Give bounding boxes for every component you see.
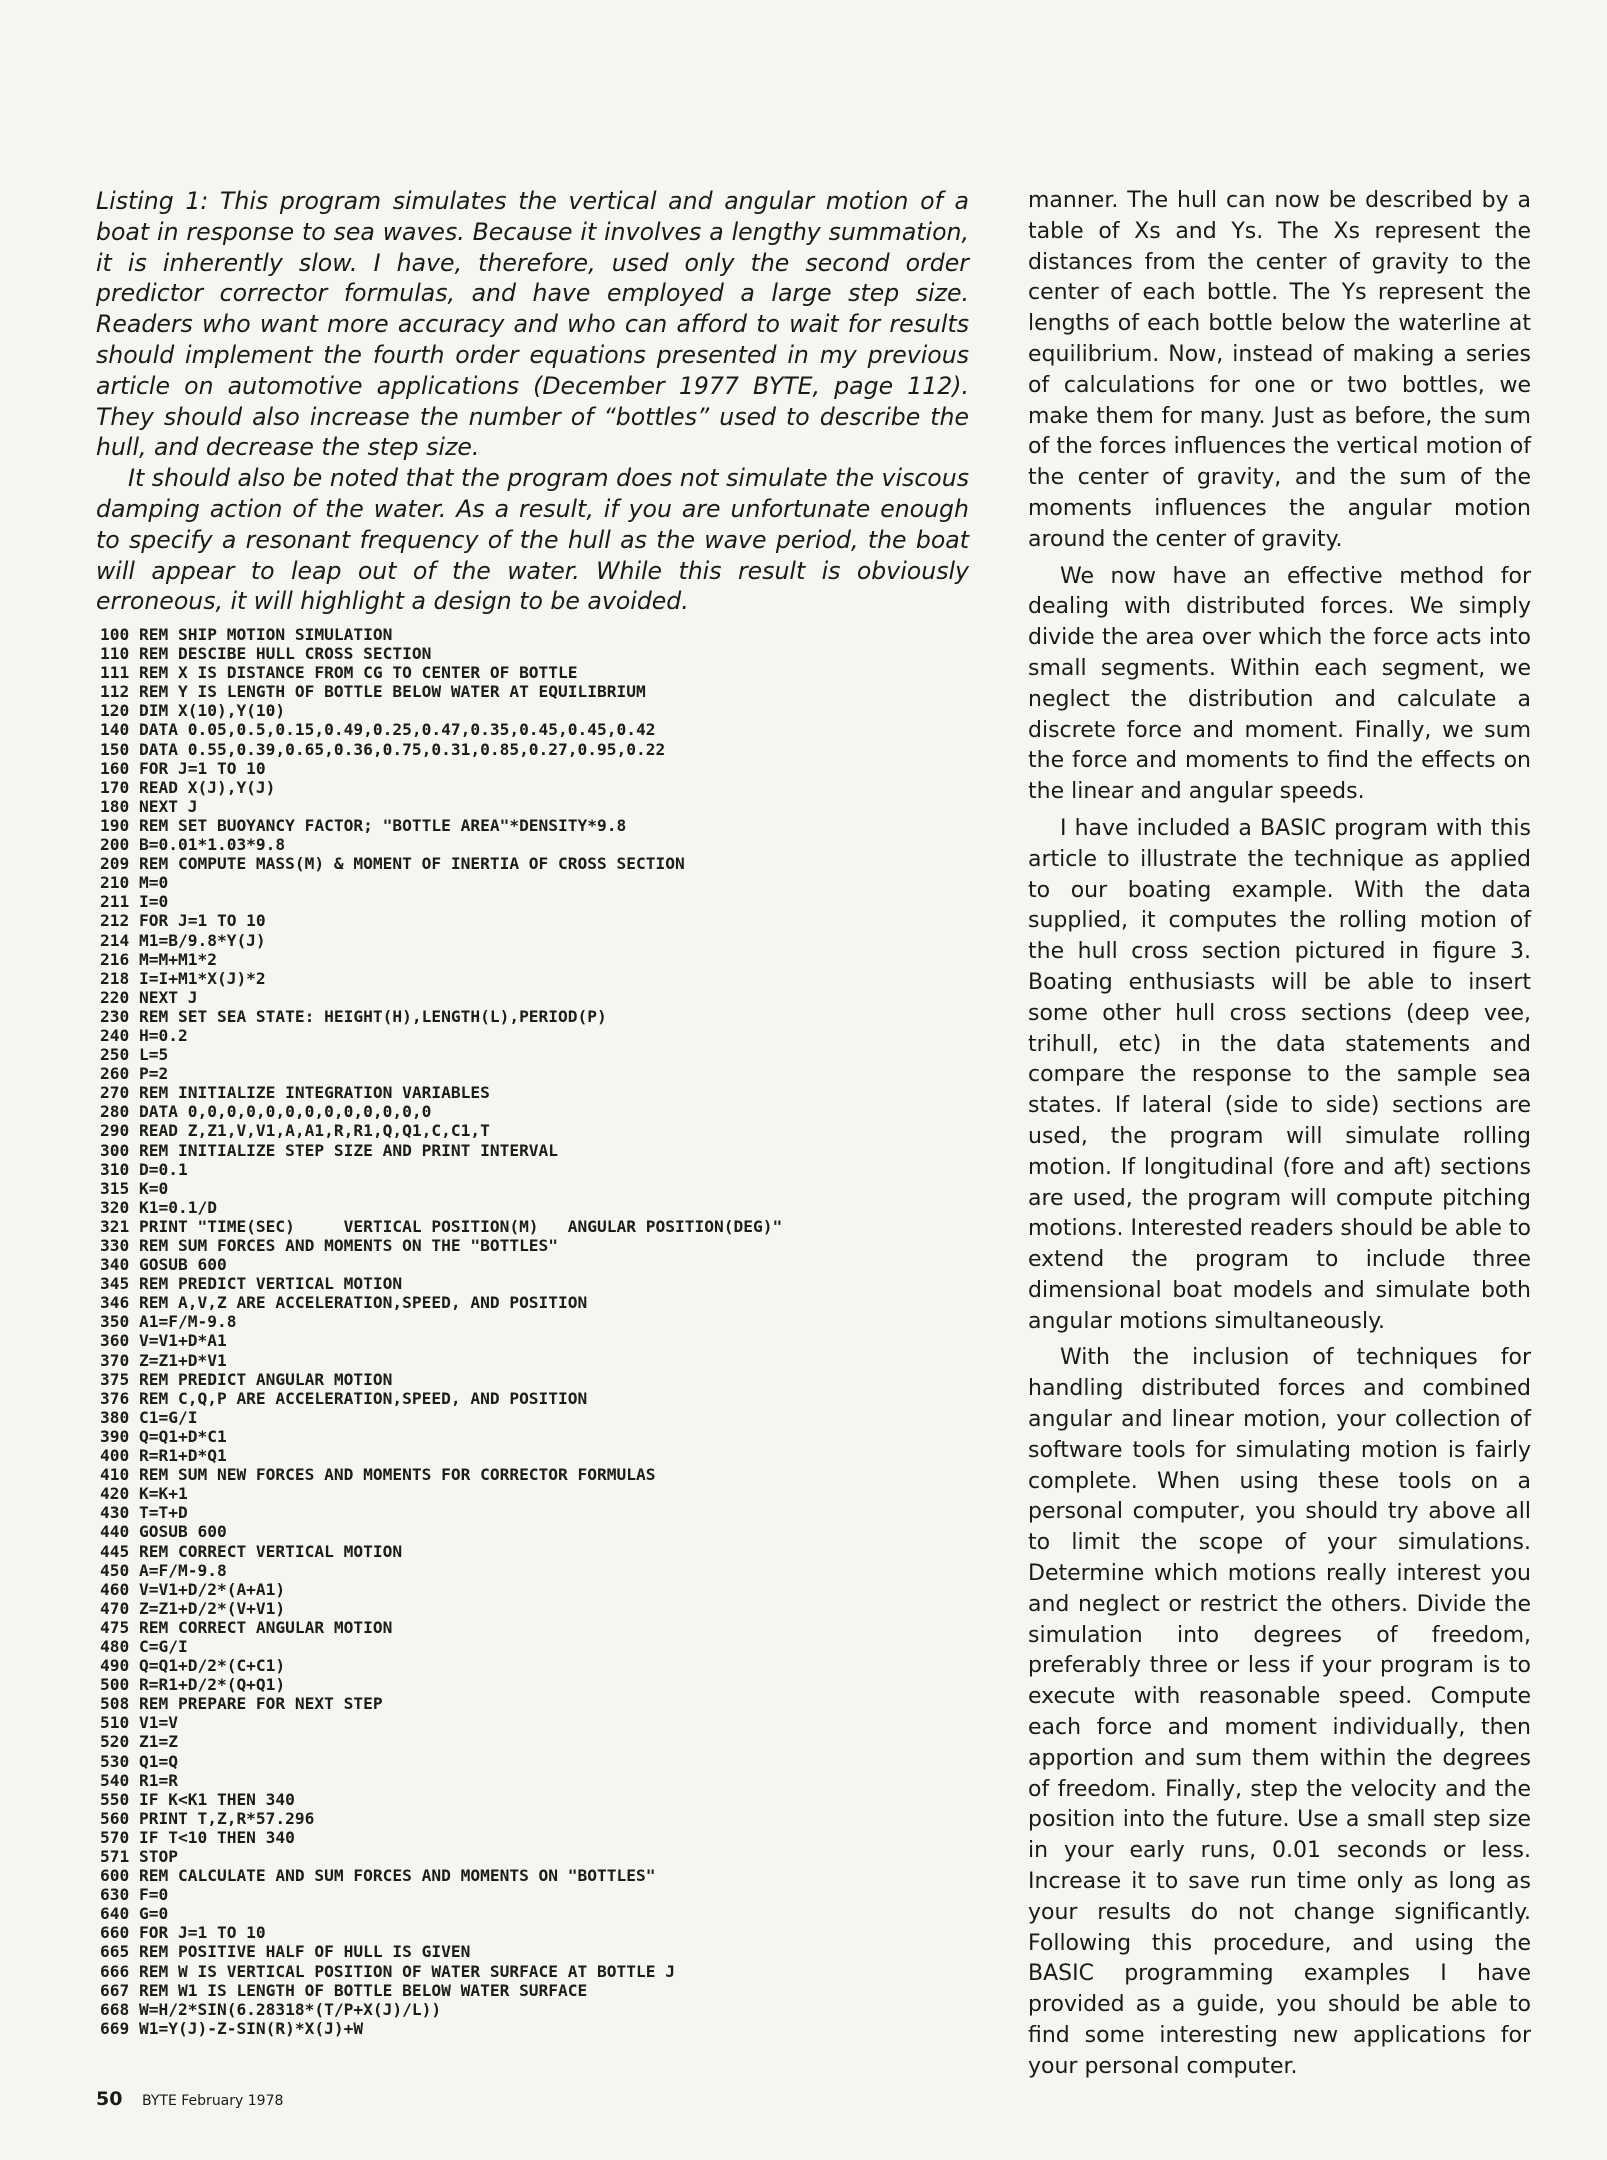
code-line: 180 NEXT J [100,796,198,816]
code-line: 330 REM SUM FORCES AND MOMENTS ON THE "BOTTLES" [100,1236,559,1255]
body-paragraph-4: With the inclusion of techniques for handling distributed forces and combined angular and linear motion, your collection of software tools for simulating motion is fairly complete. When using these tools on a personal computer, you should try above all to limit the scope of your simulations. Determine which motions really interest you and neglect or restrict the others. Divide the simulation into degrees of freedom, preferably three or less if your program is to execute with reasonable speed. Compute each force and moment individually, then apportion and sum them within the degrees of freedom. Finally, step the velocity and the position into the future. Use a small step size in your early runs, 0.01 seconds or less. Increase it to save run time only as long as your results do not change significantly. Following this procedure, and using the BASIC programming examples I have provided as a guide, you should be able to find some interesting new applications for your personal computer. [1028,1345,1531,2079]
code-line: 360 V=V1+D*A1 [100,1331,227,1351]
code-line: 346 REM A,V,Z ARE ACCELERATION,SPEED, AND POSITION [100,1293,588,1313]
code-line: 666 REM W IS VERTICAL POSITION OF WATER SURFACE AT BOTTLE J [100,1961,675,1981]
code-line: 216 M=M+M1*2 [100,949,217,969]
code-line: 280 DATA 0,0,0,0,0,0,0,0,0,0,0,0,0 [100,1102,432,1122]
code-line: 669 W1=Y(J)-Z-SIN(R)*X(J)+W [100,2018,364,2038]
code-line: 440 GOSUB 600 [100,1522,227,1542]
code-line: 310 D=0.1 [100,1159,188,1179]
basic-program-listing [100,625,980,2038]
code-line: 120 DIM X(10),Y(10) [100,701,286,721]
code-line: 210 M=0 [100,873,169,893]
caption-paragraph-1: Listing 1: This program simulates the vertical and angular motion of a boat in response to sea waves. Because it involves a lengthy summation, it is inherently slow. I have, therefore, used only the second order predictor corrector formulas, and have employed a large step size. Readers who want more accuracy and who can afford to wait for results should implement the fourth order equations presented in my previous article on automotive applications (December 1977 BYTE, page 112). They should also increase the number of “bottles” used to describe the hull, and decrease the step size. [96,187,969,462]
code-line: 667 REM W1 IS LENGTH OF BOTTLE BELOW WATER SURFACE [100,1980,588,2000]
code-line: 540 R1=R [100,1770,178,1790]
code-line: 450 A=F/M-9.8 [100,1560,227,1580]
code-line: 420 K=K+1 [100,1484,188,1504]
code-line: 240 H=0.2 [100,1025,188,1045]
body-paragraph-1: manner. The hull can now be described by a table of Xs and Ys. The Xs represent the distances from the center of gravity to the center of each bottle. The Ys represent the lengths of each bottle below the waterline at equilibrium. Now, instead of making a series of calculations for one or two bottles, we make them for many. Just as before, the sum of the forces influences the vertical motion of the center of gravity, and the sum of the moments influences the angular motion around the center of gravity. [1028,188,1531,552]
code-line: 315 K=0 [100,1178,169,1198]
code-line: 380 C1=G/I [100,1407,198,1427]
code-line: 150 DATA 0.55,0.39,0.65,0.36,0.75,0.31,0.85,0.27,0.95,0.22 [100,739,666,759]
code-line: 410 REM SUM NEW FORCES AND MOMENTS FOR CORRECTOR FORMULAS [100,1465,656,1485]
code-line: 290 READ Z,Z1,V,V1,A,A1,R,R1,Q,Q1,C,C1,T [100,1121,490,1141]
code-line: 375 REM PREDICT ANGULAR MOTION [100,1369,393,1389]
code-line: 218 I=I+M1*X(J)*2 [100,968,266,988]
code-line: 376 REM C,Q,P ARE ACCELERATION,SPEED, AND POSITION [100,1388,588,1408]
page-number: 50 [96,2088,123,2110]
code-line: 170 READ X(J),Y(J) [100,777,276,797]
code-line: 445 REM CORRECT VERTICAL MOTION [100,1541,403,1561]
code-line: 490 Q=Q1+D/2*(C+C1) [100,1656,286,1676]
code-line: 211 I=0 [100,892,169,912]
code-line: 260 P=2 [100,1064,169,1084]
code-line: 460 V=V1+D/2*(A+A1) [100,1579,286,1599]
code-line: 350 A1=F/M-9.8 [100,1312,237,1332]
code-line: 430 T=T+D [100,1503,188,1523]
code-line: 111 REM X IS DISTANCE FROM CG TO CENTER OF BOTTLE [100,663,578,683]
code-line: 100 REM SHIP MOTION SIMULATION [100,625,393,644]
code-line: 570 IF T<10 THEN 340 [100,1827,295,1847]
code-line: 640 G=0 [100,1904,169,1924]
code-line: 508 REM PREPARE FOR NEXT STEP [100,1694,383,1714]
code-line: 214 M1=B/9.8*Y(J) [100,930,266,950]
listing-caption [96,186,969,617]
body-paragraph-3: I have included a BASIC program with this article to illustrate the technique as applied to our boating example. With the data supplied, it computes the rolling motion of the hull cross section pictured in figure 3. Boating enthusiasts will be able to insert some other hull cross sections (deep vee, trihull, etc) in the data statements and compare the response to the sample sea states. If lateral (side to side) sections are used, the program will simulate rolling motion. If longitudinal (fore and aft) sections are used, the program will compute pitching motions. Interested readers should be able to extend the program to include three dimensional boat models and simulate both angular motions simultaneously. [1028,815,1531,1334]
code-line: 470 Z=Z1+D/2*(V+V1) [100,1598,286,1618]
code-line: 230 REM SET SEA STATE: HEIGHT(H),LENGTH(L),PERIOD(P) [100,1006,607,1026]
code-line: 550 IF K<K1 THEN 340 [100,1789,295,1809]
code-line: 200 B=0.01*1.03*9.8 [100,835,286,855]
code-line: 520 Z1=Z [100,1732,178,1752]
code-line: 160 FOR J=1 TO 10 [100,758,266,778]
running-title: BYTE February 1978 [142,2093,284,2109]
code-line: 209 REM COMPUTE MASS(M) & MOMENT OF INERTIA OF CROSS SECTION [100,854,685,874]
code-line: 510 V1=V [100,1713,178,1733]
code-line: 480 C=G/I [100,1636,188,1656]
code-line: 571 STOP [100,1847,178,1866]
code-line: 300 REM INITIALIZE STEP SIZE AND PRINT INTERVAL [100,1140,559,1160]
code-line: 500 R=R1+D/2*(Q+Q1) [100,1675,286,1695]
code-line: 320 K1=0.1/D [100,1197,217,1217]
code-line: 345 REM PREDICT VERTICAL MOTION [100,1274,403,1294]
code-line: 140 DATA 0.05,0.5,0.15,0.49,0.25,0.47,0.35,0.45,0.45,0.42 [100,720,656,740]
body-paragraph-2: We now have an effective method for dealing with distributed forces. We simply divide the area over which the force acts into small segments. Within each segment, we neglect the distribution and calculate a discrete force and moment. Finally, we sum the force and moments to find the effects on the linear and angular speeds. [1028,563,1531,805]
caption-paragraph-2: It should also be noted that the program does not simulate the viscous damping action of the water. As a result, if you are unfortunate enough to specify a resonant frequency of the hull as the wave period, the boat will appear to leap out of the water. While this result is obviously erroneous, it will highlight a design to be avoided. [96,464,969,616]
code-line: 370 Z=Z1+D*V1 [100,1350,227,1370]
code-line: 668 W=H/2*SIN(6.28318*(T/P+X(J)/L)) [100,1999,442,2019]
code-line: 665 REM POSITIVE HALF OF HULL IS GIVEN [100,1942,471,1962]
code-line: 190 REM SET BUOYANCY FACTOR; "BOTTLE AREA"*DENSITY*9.8 [100,815,627,835]
code-line: 530 Q1=Q [100,1751,178,1771]
page-footer [96,2088,283,2110]
code-line: 340 GOSUB 600 [100,1255,227,1275]
code-line: 212 FOR J=1 TO 10 [100,911,266,931]
code-line: 220 NEXT J [100,987,198,1007]
code-line: 270 REM INITIALIZE INTEGRATION VARIABLES [100,1083,490,1103]
code-line: 630 F=0 [100,1885,169,1905]
code-line: 110 REM DESCIBE HULL CROSS SECTION [100,644,432,664]
code-line: 400 R=R1+D*Q1 [100,1446,227,1466]
code-line: 321 PRINT "TIME(SEC) VERTICAL POSITION(M) ANGULAR POSITION(DEG)" [100,1216,783,1236]
code-line: 475 REM CORRECT ANGULAR MOTION [100,1617,393,1637]
code-line: 112 REM Y IS LENGTH OF BOTTLE BELOW WATER AT EQUILIBRIUM [100,682,646,702]
code-line: 560 PRINT T,Z,R*57.296 [100,1808,315,1828]
code-line: 250 L=5 [100,1045,169,1065]
code-line: 390 Q=Q1+D*C1 [100,1426,227,1446]
article-body-column [1028,186,1531,2083]
code-line: 660 FOR J=1 TO 10 [100,1923,266,1943]
code-line: 600 REM CALCULATE AND SUM FORCES AND MOMENTS ON "BOTTLES" [100,1866,656,1886]
